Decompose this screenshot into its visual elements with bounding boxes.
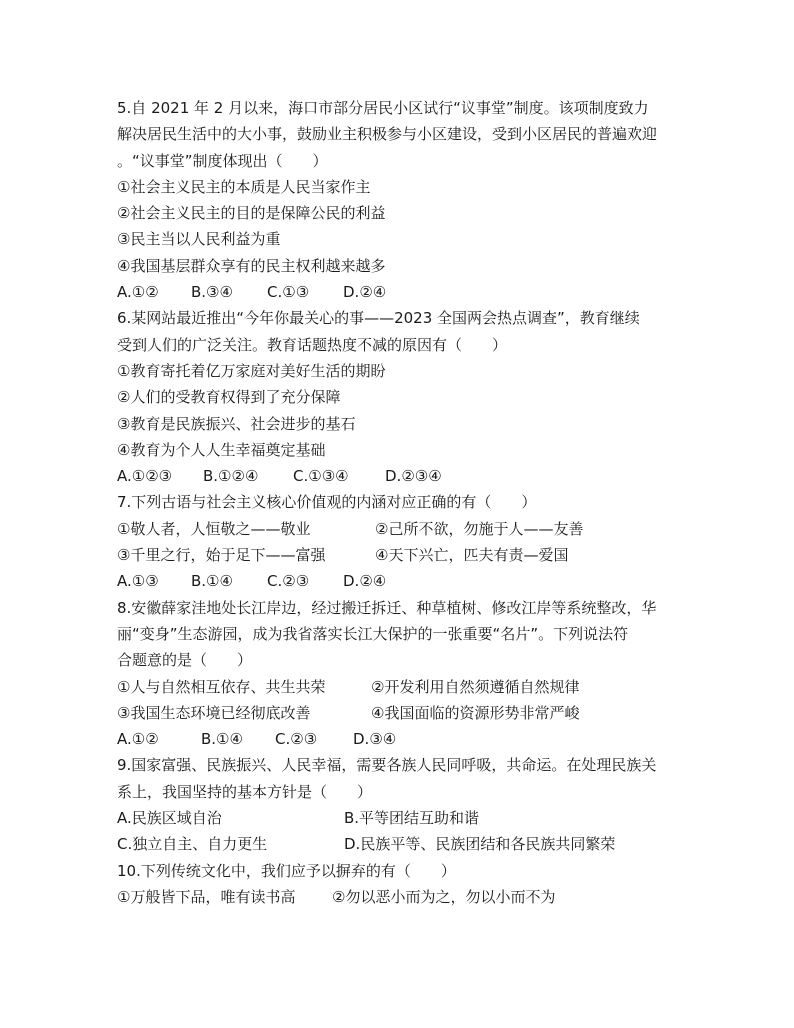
statement-item: ①教育寄托着亿万家庭对美好生活的期盼 [117, 361, 386, 380]
question-stem-line: 系上，我国坚持的基本方针是（ ） [117, 782, 373, 801]
answer-options [117, 726, 684, 752]
option-a: A.①③ [117, 572, 159, 591]
question-stem-line: 解决居民生活中的大小事，鼓励业主积极参与小区建设，受到小区居民的普遍欢迎 [117, 125, 658, 144]
question-stem-line: 10.下列传统文化中，我们应予以摒弃的有（ ） [117, 861, 456, 880]
question-stem-line: 合题意的是（ ） [117, 651, 253, 670]
option-pair [117, 805, 684, 831]
question-5 [117, 95, 684, 305]
statement-item: ④天下兴亡，匹夫有责—爱国 [375, 546, 569, 565]
option-c: C.②③ [267, 572, 310, 591]
option-pair [117, 831, 684, 857]
statement-item: ③我国生态环境已经彻底改善 [117, 703, 311, 722]
statement-pair [117, 542, 684, 568]
statement-item: ③民主当以人民利益为重 [117, 230, 281, 249]
option-c: C.①③ [267, 283, 310, 302]
statement-item: ④我国面临的资源形势非常严峻 [371, 703, 580, 722]
question-stem-line: 。“议事堂”制度体现出（ ） [117, 151, 328, 170]
statement-item: ①社会主义民主的本质是人民当家作主 [117, 177, 371, 196]
statement-item: ①敬人者，人恒敬之——敬业 [117, 519, 311, 538]
statement-pair [117, 674, 684, 700]
question-10 [117, 858, 684, 911]
statement-item: ③教育是民族振兴、社会进步的基石 [117, 414, 356, 433]
option-b: B.①②④ [203, 467, 259, 486]
option-b: B.①④ [201, 730, 243, 749]
option-d: D.②④ [343, 572, 387, 591]
option-b: B.①④ [191, 572, 233, 591]
option-a: A.民族区域自治 [117, 809, 222, 828]
question-stem-line: 9.国家富强、民族振兴、人民幸福，需要各族人民同呼吸，共命运。在处理民族关 [117, 756, 657, 775]
statement-item: ②己所不欲，勿施于人——友善 [375, 519, 584, 538]
question-stem-line: 6.某网站最近推出“今年你最关心的事——2023 全国两会热点调查”，教育继续 [117, 309, 640, 328]
option-d: D.②④ [343, 283, 387, 302]
statement-item: ④我国基层群众享有的民主权利越来越多 [117, 256, 386, 275]
question-stem-line: 受到人们的广泛关注。教育话题热度不减的原因有（ ） [117, 335, 508, 354]
option-a: A.①② [117, 283, 159, 302]
statement-pair [117, 516, 684, 542]
answer-options [117, 568, 684, 594]
option-b: B.③④ [191, 283, 233, 302]
question-stem-line: 7.下列古语与社会主义核心价值观的内涵对应正确的有（ ） [117, 493, 537, 512]
question-8 [117, 595, 684, 753]
statement-item: ①万般皆下品，唯有读书高 [117, 887, 296, 906]
question-stem-line: 8.安徽薛家洼地处长江岸边，经过搬迁拆迁、种草植树、修改江岸等系统整改，华 [117, 598, 657, 617]
question-stem-line: 丽“变身”生态游园，成为我省落实长江大保护的一张重要“名片”。下列说法符 [117, 624, 629, 643]
answer-options [117, 463, 684, 489]
statement-pair [117, 884, 684, 910]
option-c: C.①③④ [293, 467, 349, 486]
question-6 [117, 305, 684, 489]
statement-item: ③千里之行，始于足下——富强 [117, 546, 326, 565]
answer-options [117, 279, 684, 305]
option-d: D.②③④ [385, 467, 442, 486]
statement-item: ②勿以恶小而为之，勿以小而不为 [332, 887, 556, 906]
option-c: C.独立自主、自力更生 [117, 835, 268, 854]
statement-item: ①人与自然相互依存、共生共荣 [117, 677, 326, 696]
statement-item: ②人们的受教育权得到了充分保障 [117, 388, 341, 407]
option-a: A.①② [117, 730, 159, 749]
option-d: D.民族平等、民族团结和各民族共同繁荣 [344, 835, 616, 854]
question-9 [117, 752, 684, 857]
option-c: C.②③ [275, 730, 318, 749]
option-a: A.①②③ [117, 467, 173, 486]
statement-item: ②社会主义民主的目的是保障公民的利益 [117, 204, 386, 223]
statement-pair [117, 700, 684, 726]
option-b: B.平等团结互助和谐 [344, 809, 480, 828]
statement-item: ②开发利用自然须遵循自然规律 [371, 677, 580, 696]
statement-item: ④教育为个人人生幸福奠定基础 [117, 440, 326, 459]
question-7 [117, 489, 684, 594]
option-d: D.③④ [353, 730, 397, 749]
question-stem-line: 5.自 2021 年 2 月以来，海口市部分居民小区试行“议事堂”制度。该项制度致力 [117, 99, 649, 117]
